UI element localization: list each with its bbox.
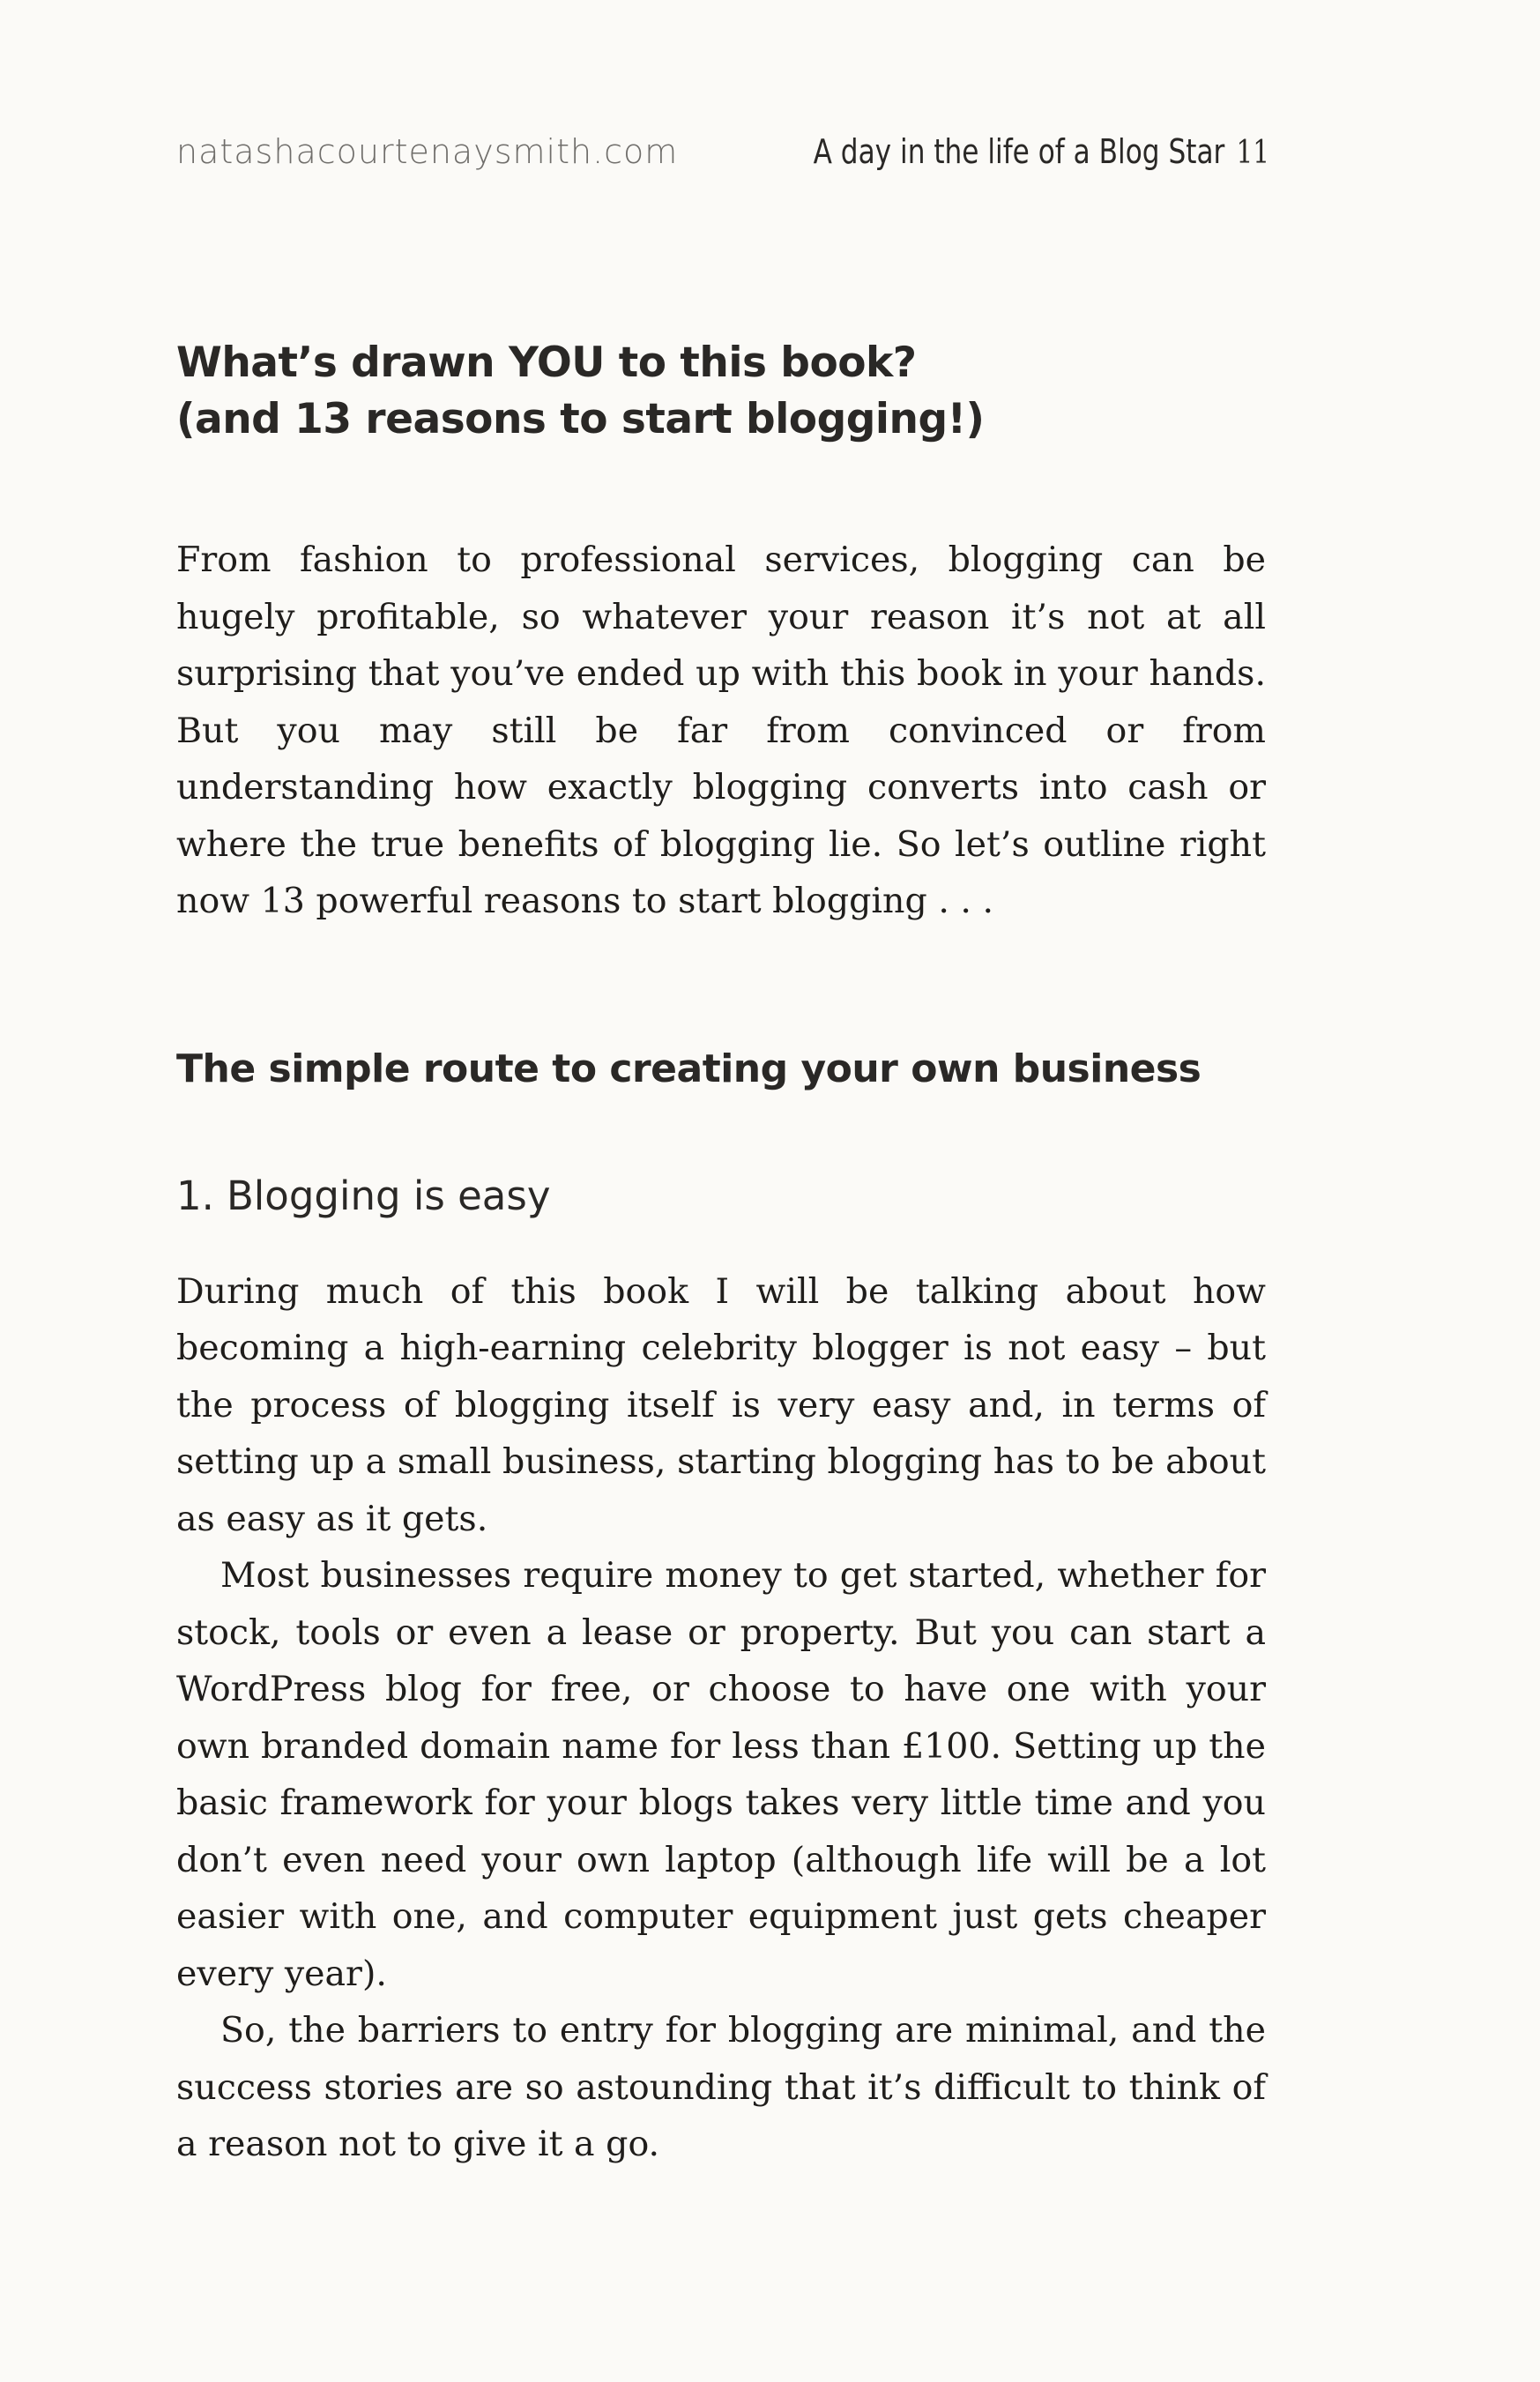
chapter-heading-line-1: What’s drawn YOU to this book? [176,339,917,387]
subsection-heading [176,1170,1266,1223]
running-head-title [814,132,1269,171]
running-head-site: natashacourtenaysmith.com [176,132,679,171]
running-head-book-title: A day in the life of a Blog Star [813,132,1225,171]
chapter-heading-line-2: (and 13 reasons to start blogging!) [176,395,985,443]
chapter-heading [176,335,1266,448]
subsection-number: 1. [176,1172,214,1219]
page-content [176,335,1266,2173]
page-number: 11 [1236,135,1269,171]
subsection-title: Blogging is easy [226,1172,551,1219]
section-heading: The simple route to creating your own business [176,1046,1201,1091]
body-paragraph-3: So, the barriers to entry for blogging are minimal, and the success stories are so astounding that it’s difficult to think of a reason not to give it a go. [176,2010,1266,2164]
running-head [176,132,1269,185]
body-paragraph-1: During much of this book I will be talking about how becoming a high-earning celebrity blogger is not easy – but the process of blogging itself is very easy and, in terms of setting up a small business, starting blogging has to be about as easy as it gets. [176,1270,1266,1539]
body-paragraph-2: Most businesses require money to get started, whether for stock, tools or even a lease or property. But you can start a WordPress blog for free, or choose to have one with your own branded domain name for less than £100. Setting up the basic framework for your blogs takes very little time and you don’t even need your own laptop (although life will be a lot easier with one, and computer equipment just gets cheaper every year). [176,1555,1266,1994]
intro-paragraph: From fashion to professional services, blogging can be hugely profitable, so whatever your reason it’s not at all surprising that you’ve ended up with this book in your hands. But you may still be far from convinced or from understanding how exactly blogging converts into cash or where the true benefits of blogging lie. So let’s outline right now 13 powerful reasons to start blogging . . . [176,540,1266,921]
